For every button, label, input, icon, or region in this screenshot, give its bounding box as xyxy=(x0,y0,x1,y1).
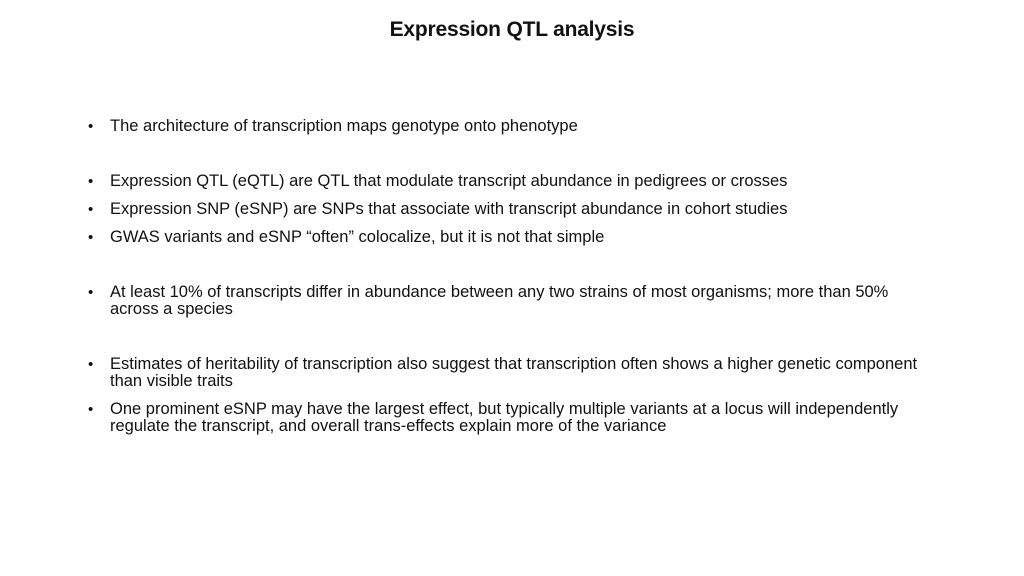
bullet-item xyxy=(88,118,938,135)
bullet-text: The architecture of transcription maps genotype onto phenotype xyxy=(110,117,578,135)
bullet-dot-icon: • xyxy=(88,356,94,373)
bullet-item xyxy=(88,284,938,318)
bullet-item xyxy=(88,401,938,435)
bullet-text: One prominent eSNP may have the largest effect, but typically multiple variants at a locus will independently regulate the transcript, and overall trans-effects explain more of the variance xyxy=(110,400,899,435)
bullet-item xyxy=(88,201,938,218)
bullet-dot-icon: • xyxy=(88,201,94,218)
bullet-dot-icon: • xyxy=(88,229,94,246)
bullet-dot-icon: • xyxy=(88,401,94,418)
bullet-dot-icon: • xyxy=(88,173,94,190)
bullet-dot-icon: • xyxy=(88,118,94,135)
bullet-text: Expression SNP (eSNP) are SNPs that associate with transcript abundance in cohort studies xyxy=(110,200,788,218)
bullet-item xyxy=(88,173,938,190)
bullet-item xyxy=(88,356,938,390)
bullet-dot-icon: • xyxy=(88,284,94,301)
bullet-text: Estimates of heritability of transcription also suggest that transcription often shows a higher genetic component than visible traits xyxy=(110,355,918,390)
bullet-text: Expression QTL (eQTL) are QTL that modulate transcript abundance in pedigrees or crosses xyxy=(110,172,788,190)
bullet-text: At least 10% of transcripts differ in abundance between any two strains of most organisms; more than 50% across a species xyxy=(110,283,889,318)
slide-title: Expression QTL analysis xyxy=(389,18,635,41)
bullet-item xyxy=(88,229,938,246)
bullet-text: GWAS variants and eSNP “often” colocalize, but it is not that simple xyxy=(110,228,605,246)
